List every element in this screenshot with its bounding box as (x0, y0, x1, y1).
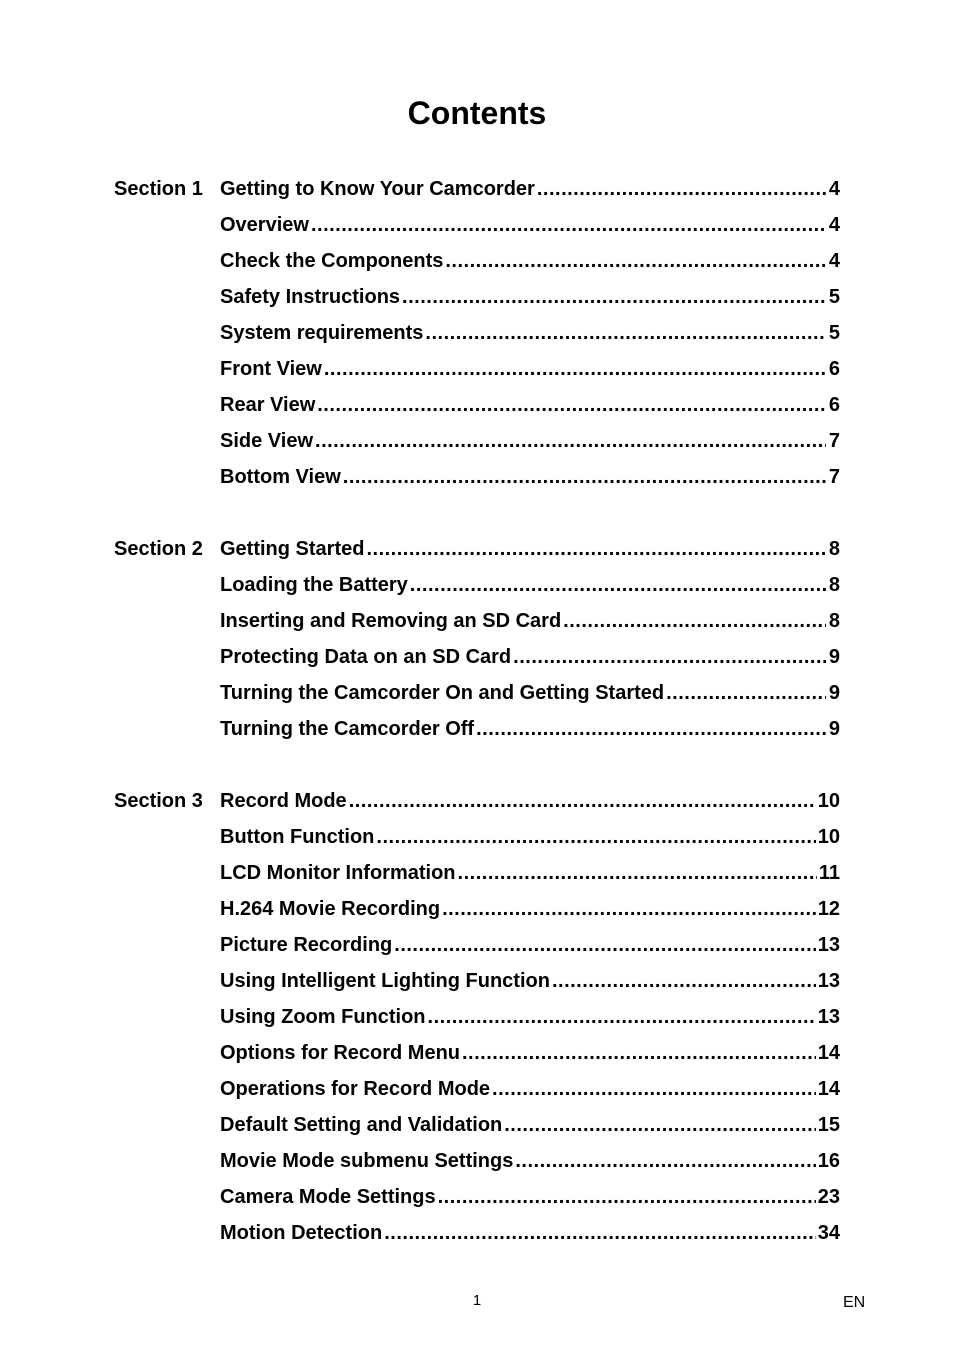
toc-entry-page: 4 (828, 249, 840, 272)
dot-leader (476, 718, 826, 741)
page-title: Contents (407, 95, 547, 131)
toc-entry-title: Protecting Data on an SD Card (220, 645, 512, 668)
toc-entry-title: Getting Started (220, 537, 365, 560)
dot-leader (324, 358, 826, 381)
toc-entry-page: 8 (828, 609, 840, 632)
toc-entry-page: 11 (818, 861, 840, 884)
section-label: Section 3 (114, 789, 203, 812)
toc-entry-page: 7 (828, 429, 840, 452)
dot-leader (376, 826, 815, 849)
dot-leader (311, 214, 826, 237)
section-spacer (114, 747, 840, 783)
toc-entry-title: Motion Detection (220, 1221, 383, 1244)
table-of-contents (114, 171, 840, 1251)
dot-leader (410, 574, 826, 597)
dot-leader (317, 394, 826, 417)
dot-leader (366, 538, 826, 561)
toc-entry-title: Overview (220, 213, 309, 236)
toc-entry-page: 4 (828, 177, 840, 200)
toc-entry-page: 13 (817, 969, 840, 992)
toc-entry-title: Rear View (220, 393, 316, 416)
dot-leader (315, 430, 826, 453)
dot-leader (458, 862, 817, 885)
footer-page-number: 1 (472, 1292, 482, 1309)
footer-language: EN (843, 1294, 866, 1311)
toc-entry-title: Options for Record Menu (220, 1041, 460, 1064)
dot-leader (504, 1114, 816, 1137)
toc-entry[interactable] (114, 315, 840, 351)
toc-entry-title: Inserting and Removing an SD Card (220, 609, 562, 632)
toc-entry[interactable] (114, 567, 840, 603)
toc-entry-page: 34 (817, 1221, 840, 1244)
toc-entry[interactable] (114, 675, 840, 711)
dot-leader (442, 898, 816, 921)
toc-entry-page: 9 (828, 645, 840, 668)
toc-entry-title: Turning the Camcorder On and Getting Started (220, 681, 665, 704)
toc-entry-page: 14 (817, 1077, 840, 1100)
toc-entry-page: 12 (817, 897, 840, 920)
toc-entry[interactable] (114, 243, 840, 279)
toc-entry-title: Operations for Record Mode (220, 1077, 491, 1100)
toc-entry-title: Safety Instructions (220, 285, 401, 308)
toc-entry[interactable] (114, 1179, 840, 1215)
toc-entry-title: H.264 Movie Recording (220, 897, 441, 920)
dot-leader (537, 178, 826, 201)
toc-entry-page: 8 (828, 573, 840, 596)
section-label: Section 1 (114, 177, 203, 200)
toc-entry[interactable] (114, 1143, 840, 1179)
toc-entry-title: Picture Recording (220, 933, 393, 956)
dot-leader (666, 682, 826, 705)
toc-entry-title: Side View (220, 429, 314, 452)
toc-entry[interactable] (114, 459, 840, 495)
toc-entry-title: Front View (220, 357, 322, 380)
toc-entry-title: Default Setting and Validation (220, 1113, 503, 1136)
toc-entry[interactable] (114, 711, 840, 747)
toc-entry-page: 10 (817, 789, 840, 812)
toc-entry[interactable] (114, 207, 840, 243)
toc-entry-page: 16 (817, 1149, 840, 1172)
toc-entry-page: 7 (828, 465, 840, 488)
dot-leader (428, 1006, 816, 1029)
section-label: Section 2 (114, 537, 203, 560)
toc-section-3-heading[interactable] (114, 783, 840, 819)
toc-entry[interactable] (114, 387, 840, 423)
toc-entry-page: 4 (828, 213, 840, 236)
toc-entry-title: Movie Mode submenu Settings (220, 1149, 514, 1172)
toc-entry[interactable] (114, 279, 840, 315)
toc-entry[interactable] (114, 927, 840, 963)
toc-entry[interactable] (114, 891, 840, 927)
dot-leader (515, 1150, 815, 1173)
toc-entry-title: Loading the Battery (220, 573, 408, 596)
toc-entry[interactable] (114, 1107, 840, 1143)
dot-leader (445, 250, 826, 273)
toc-entry[interactable] (114, 963, 840, 999)
toc-entry-title: Check the Components (220, 249, 444, 272)
toc-entry-page: 23 (817, 1185, 840, 1208)
toc-entry-page: 9 (828, 717, 840, 740)
toc-entry-page: 6 (828, 357, 840, 380)
dot-leader (425, 322, 826, 345)
section-spacer (114, 495, 840, 531)
toc-entry-title: LCD Monitor Information (220, 861, 456, 884)
dot-leader (384, 1222, 816, 1245)
dot-leader (402, 286, 826, 309)
dot-leader (438, 1186, 816, 1209)
toc-entry[interactable] (114, 819, 840, 855)
toc-entry[interactable] (114, 639, 840, 675)
toc-entry-page: 15 (817, 1113, 840, 1136)
toc-entry-title: Record Mode (220, 789, 347, 812)
dot-leader (462, 1042, 816, 1065)
toc-entry-page: 8 (828, 537, 840, 560)
toc-entry-title: Using Intelligent Lighting Function (220, 969, 550, 992)
toc-entry-page: 14 (817, 1041, 840, 1064)
toc-entry[interactable] (114, 423, 840, 459)
toc-entry[interactable] (114, 1215, 840, 1251)
toc-entry-page: 6 (828, 393, 840, 416)
dot-leader (349, 790, 816, 813)
toc-entry[interactable] (114, 351, 840, 387)
toc-entry-title: Bottom View (220, 465, 341, 488)
toc-entry[interactable] (114, 603, 840, 639)
toc-entry-title: System requirements (220, 321, 424, 344)
toc-entry[interactable] (114, 1071, 840, 1107)
toc-entry[interactable] (114, 1035, 840, 1071)
dot-leader (343, 466, 826, 489)
toc-section-2-heading[interactable] (114, 531, 840, 567)
toc-entry-page: 10 (817, 825, 840, 848)
dot-leader (563, 610, 826, 633)
dot-leader (492, 1078, 816, 1101)
toc-entry-title: Turning the Camcorder Off (220, 717, 475, 740)
toc-entry-page: 13 (817, 933, 840, 956)
toc-entry-title: Getting to Know Your Camcorder (220, 177, 535, 200)
toc-entry-page: 5 (828, 285, 840, 308)
toc-section-1-heading[interactable] (114, 171, 840, 207)
toc-entry-title: Camera Mode Settings (220, 1185, 436, 1208)
toc-entry-page: 9 (828, 681, 840, 704)
dot-leader (552, 970, 816, 993)
dot-leader (394, 934, 815, 957)
toc-entry[interactable] (114, 999, 840, 1035)
toc-entry-title: Button Function (220, 825, 375, 848)
toc-entry-title: Using Zoom Function (220, 1005, 426, 1028)
toc-entry[interactable] (114, 855, 840, 891)
dot-leader (513, 646, 826, 669)
toc-entry-page: 5 (828, 321, 840, 344)
toc-entry-page: 13 (817, 1005, 840, 1028)
